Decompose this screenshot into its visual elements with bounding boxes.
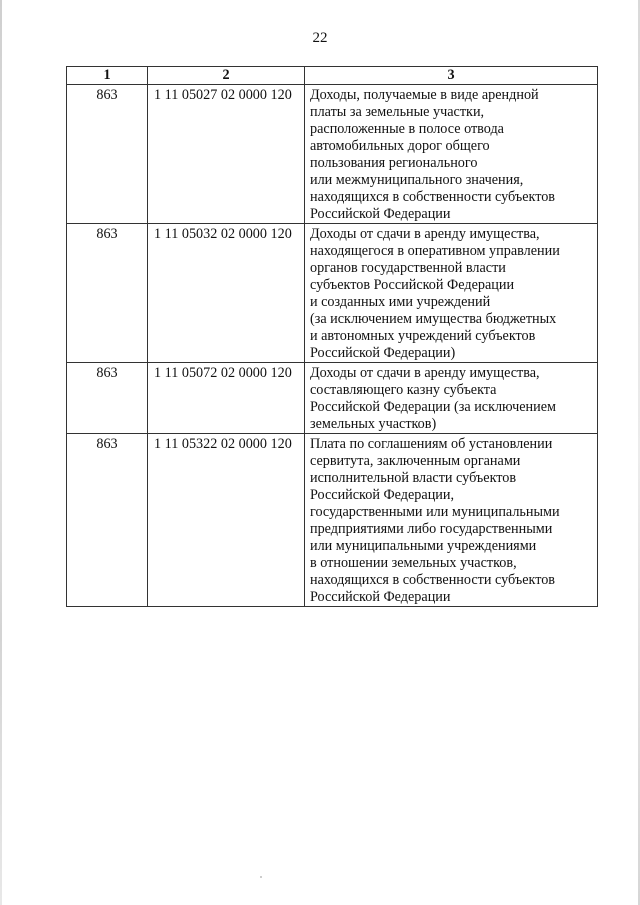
table-row xyxy=(67,363,598,434)
name-line: субъектов Российской Федерации xyxy=(310,277,515,293)
table-row xyxy=(67,85,598,224)
name-line: находящихся в собственности субъектов xyxy=(310,189,556,205)
name-line: Российской Федерации, xyxy=(310,487,455,503)
revenue-name-cell xyxy=(305,434,598,607)
revenue-code-cell: 1 11 05072 02 0000 120 xyxy=(148,363,305,434)
name-line: Плата по соглашениям об установлении xyxy=(310,436,553,452)
name-line: автомобильных дорог общего xyxy=(310,138,490,154)
name-line: расположенные в полосе отвода xyxy=(310,121,504,137)
name-line: Российской Федерации xyxy=(310,589,451,605)
name-line: или муниципальными учреждениями xyxy=(310,538,537,554)
admin-code-cell: 863 xyxy=(67,85,148,224)
revenue-name-cell xyxy=(305,85,598,224)
name-line: органов государственной власти xyxy=(310,260,506,276)
name-line: пользования регионального xyxy=(310,155,478,171)
table-row xyxy=(67,434,598,607)
name-line: в отношении земельных участков, xyxy=(310,555,517,571)
name-line: предприятиями либо государственными xyxy=(310,521,553,537)
name-line: (за исключением имущества бюджетных xyxy=(310,311,557,327)
name-line: Российской Федерации (за исключением xyxy=(310,399,557,415)
name-line: Российской Федерации xyxy=(310,206,451,222)
revenue-code-cell: 1 11 05027 02 0000 120 xyxy=(148,85,305,224)
revenue-codes-table xyxy=(66,66,598,607)
name-line: сервитута, заключенным органами xyxy=(310,453,521,469)
page-number: 22 xyxy=(312,30,328,46)
revenue-name-cell xyxy=(305,224,598,363)
revenue-code-cell: 1 11 05032 02 0000 120 xyxy=(148,224,305,363)
header-col-1: 1 xyxy=(67,67,148,85)
table-row xyxy=(67,224,598,363)
name-line: Доходы от сдачи в аренду имущества, xyxy=(310,226,540,242)
admin-code-cell: 863 xyxy=(67,434,148,607)
revenue-code-cell: 1 11 05322 02 0000 120 xyxy=(148,434,305,607)
scan-speck xyxy=(260,876,262,878)
name-line: Российской Федерации) xyxy=(310,345,456,361)
name-line: земельных участков) xyxy=(310,416,437,432)
name-line: и автономных учреждений субъектов xyxy=(310,328,536,344)
table-header-row xyxy=(67,67,598,85)
name-line: Доходы от сдачи в аренду имущества, xyxy=(310,365,540,381)
name-line: государственными или муниципальными xyxy=(310,504,560,520)
name-line: находящихся в собственности субъектов xyxy=(310,572,556,588)
name-line: Доходы, получаемые в виде арендной xyxy=(310,87,539,103)
admin-code-cell: 863 xyxy=(67,224,148,363)
name-line: находящегося в оперативном управлении xyxy=(310,243,560,259)
name-line: исполнительной власти субъектов xyxy=(310,470,517,486)
revenue-name-cell xyxy=(305,363,598,434)
header-col-2: 2 xyxy=(148,67,305,85)
name-line: платы за земельные участки, xyxy=(310,104,485,120)
name-line: составляющего казну субъекта xyxy=(310,382,497,398)
name-line: или межмуниципального значения, xyxy=(310,172,524,188)
header-col-3: 3 xyxy=(305,67,598,85)
admin-code-cell: 863 xyxy=(67,363,148,434)
scan-edge-left xyxy=(0,0,2,905)
name-line: и созданных ими учреждений xyxy=(310,294,491,310)
